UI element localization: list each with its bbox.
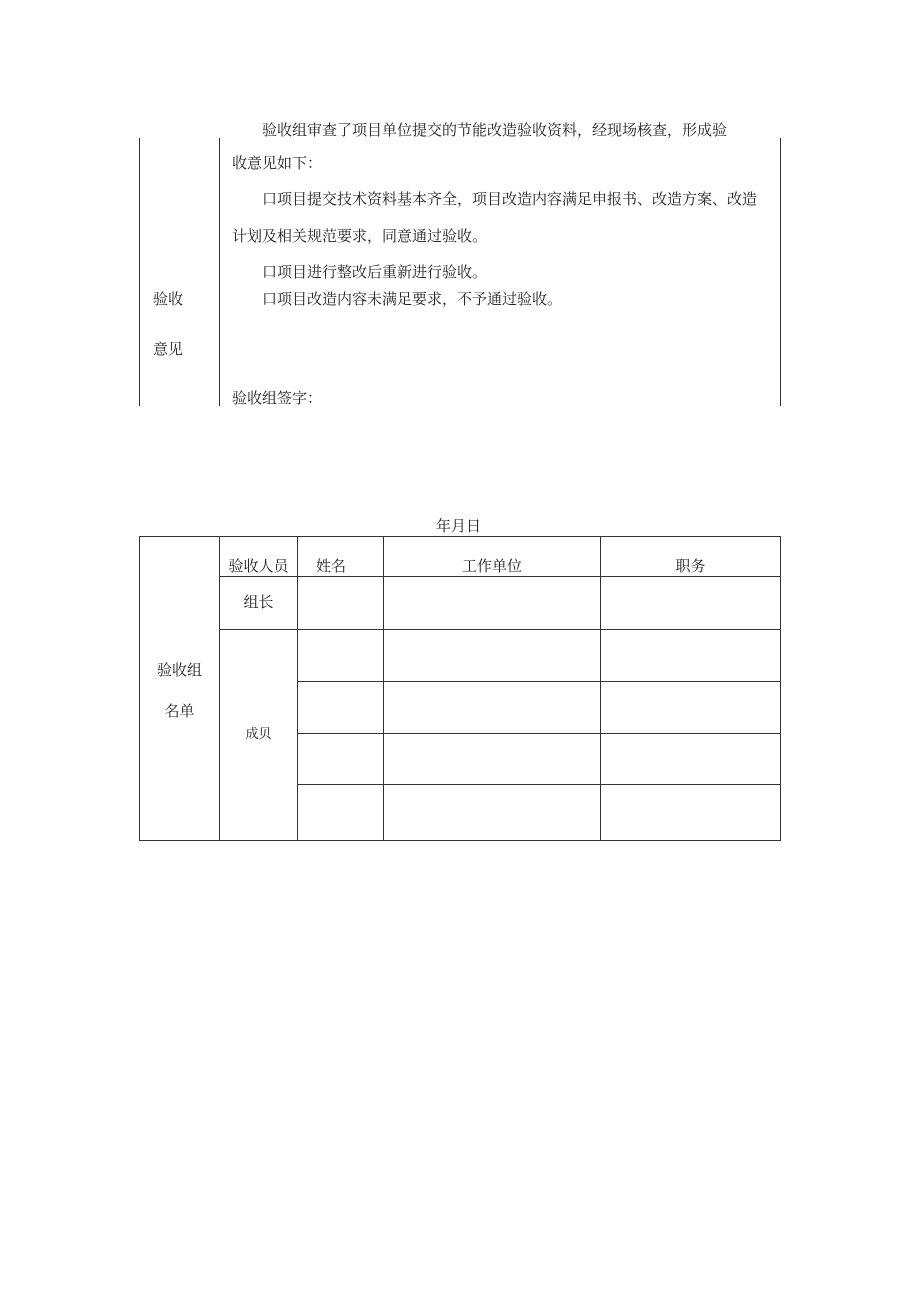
opinion-right-border [780,138,781,406]
date-label: 年月日 [436,517,482,535]
roster-member-divider-3 [297,784,781,785]
roster-col-divider-1 [219,536,220,841]
opinion-option-2: 口项目进行整改后重新进行验收。 [262,263,488,281]
roster-right-border [780,536,781,841]
roster-member-divider-1 [297,681,781,682]
roster-header-divider [219,576,781,577]
opinion-divider [219,138,220,406]
roster-top-border [139,536,781,537]
roster-side-label-1: 验收组 [156,661,202,679]
leader-label: 组长 [243,593,274,611]
member-label: 成贝 [245,727,272,742]
opinion-left-border [139,138,140,406]
opinion-option-1-line-1: 口项目提交技术资料基本齐全，项目改造内容满足申报书、改造方案、改造 [262,190,758,208]
opinion-option-1-line-2: 计划及相关规范要求，同意通过验收。 [232,227,488,245]
opinion-option-3: 口项目改造内容未满足要求，不予通过验收。 [262,290,563,308]
opinion-side-label-1: 验收 [153,290,184,308]
header-role: 验收人员 [228,557,289,575]
header-title: 职务 [675,557,706,575]
header-unit: 工作单位 [461,557,522,575]
roster-side-label-2: 名单 [164,702,195,720]
header-name: 姓名 [315,557,346,575]
roster-col-divider-4 [600,536,601,841]
roster-member-divider-2 [297,733,781,734]
signature-label: 验收组签字： [232,389,323,407]
opinion-side-label-2: 意见 [153,340,184,358]
roster-bottom-border [139,840,781,841]
opinion-intro-line-1: 验收组审查了项目单位提交的节能改造验收资料，经现场核查，形成验 [262,121,728,139]
roster-left-border [139,536,140,841]
opinion-intro-line-2: 收意见如下： [232,154,323,172]
roster-col-divider-2 [297,536,298,841]
roster-leader-divider [219,629,781,630]
roster-col-divider-3 [383,536,384,841]
